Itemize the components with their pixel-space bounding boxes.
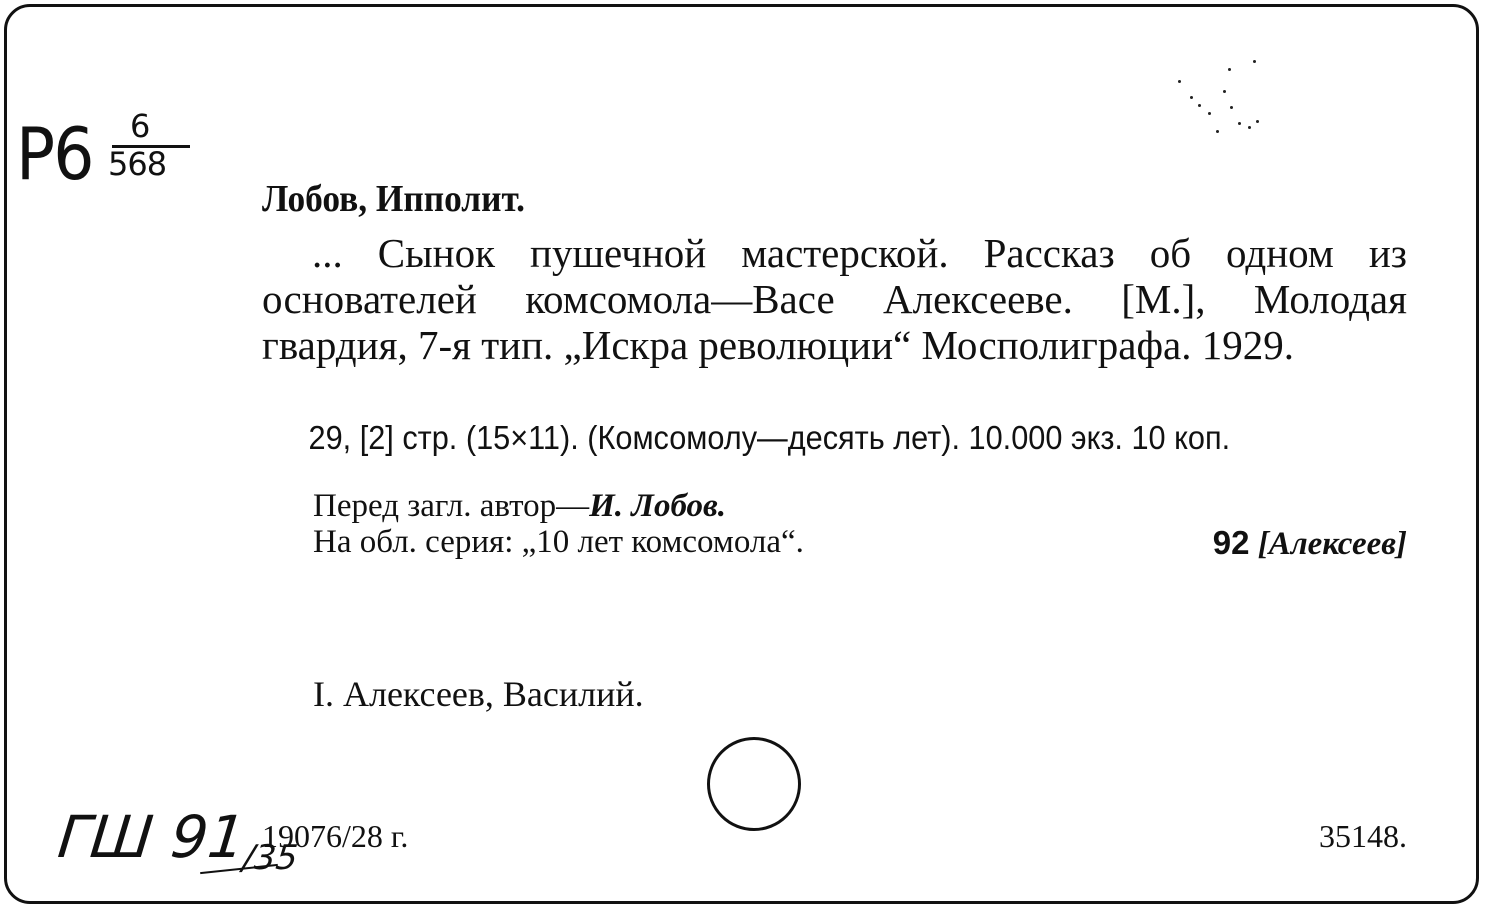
card-number: 35148. <box>1319 818 1407 854</box>
class-number: 92 <box>1212 524 1250 561</box>
library-stamp-faint <box>1168 60 1268 150</box>
note-author-prefix: Перед загл. автор— <box>313 488 590 524</box>
shelfmark-prefix: Р6 <box>16 112 93 196</box>
author-heading: Лобов, Ипполит. <box>262 178 526 220</box>
note-author-name: И. Лобов. <box>589 488 726 524</box>
handwritten-mark-sub: /35 <box>240 838 300 878</box>
title-text: ... Сынок пушечной мастерской. Рассказ об одном из основателей комсомола—Васе Алексееве. [М.], Молодая гвардия, 7-я тип. „Искра революции“ Мосполиграфа. 1929. <box>262 230 1407 368</box>
collation-paragraph <box>262 420 1327 455</box>
shelfmark-denominator: 568 <box>108 145 167 183</box>
shelfmark-numerator: 6 <box>130 107 151 145</box>
order-number: 19076/28 г. <box>262 818 409 854</box>
title-paragraph <box>262 230 1407 368</box>
note-author <box>313 490 726 523</box>
classification <box>1213 526 1407 561</box>
note-series: На обл. серия: „10 лет комсомола“. <box>313 524 804 560</box>
class-subject: [Алексеев] <box>1257 526 1407 562</box>
handwritten-mark-main: ГШ 91 <box>54 803 249 871</box>
punch-hole <box>707 737 801 831</box>
collation-text: 29, [2] стр. (15×11). (Комсомолу—десять лет). 10.000 экз. 10 коп. <box>308 419 1231 456</box>
added-entry: I. Алексеев, Василий. <box>313 674 644 714</box>
